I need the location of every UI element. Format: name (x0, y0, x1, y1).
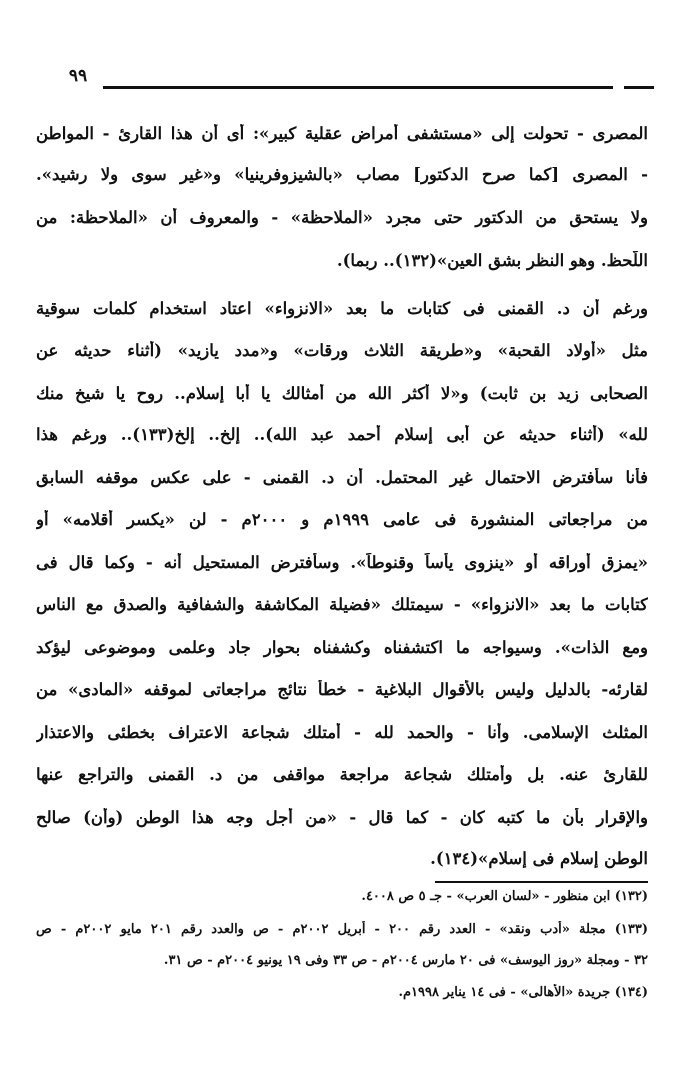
text-line: لقارئه- بالدليل وليس بالأقوال البلاغية - خطأ نتائج مراجعاتى لموقفه «المادى» من (36, 680, 648, 699)
text-line: من مراجعاتى المنشورة فى عامى ١٩٩٩م و ٢٠٠٠م - لن «يكسر أقلامه» أو (36, 510, 648, 529)
text-line: فأنا سأفترض الاحتمال غير المحتمل. أن د. القمنى - على عكس موقفه السابق (36, 468, 648, 487)
text-line: ومع الذات». وسيواجه ما اكتشفناه وكشفناه بحوار جاد وعلمى وموضوعى ليؤكد (36, 638, 648, 657)
header-rule (103, 86, 613, 89)
text-line: للقارئ عنه. بل وأمتلك شجاعة مراجعة مواقفى من د. القمنى والتراجع عنها (36, 765, 648, 784)
footnote: (١٣٣) مجلة «أدب ونقد» - العدد رقم ٢٠٠ - أبريل ٢٠٠٢م - ص والعدد رقم ٢٠١ مايو ٢٠٠٢م - ص (36, 922, 648, 937)
footnote-separator (435, 881, 648, 883)
text-line: الوطن إسلام فى إسلام»(١٣٤). (430, 849, 648, 868)
footnote: (١٣٤) جريدة «الأهالى» - فى ١٤ يناير ١٩٩٨م. (398, 985, 648, 1000)
text-line: المصرى - تحولت إلى «مستشفى أمراض عقلية كبير»: أى أن هذا القارئ - المواطن (36, 124, 648, 143)
header-rule (624, 86, 654, 89)
text-line: والإقرار بأن ما كتبه كان - كما قال - «من أجل وجه هذا الوطن (وأن) صالح (36, 808, 648, 827)
text-line: - المصرى [كما صرح الدكتور] مصاب «بالشيزوفرينيا» و«غير سوى ولا رشيد». (36, 165, 648, 184)
text-line: ولا يستحق من الدكتور حتى مجرد «الملاحظة» - والمعروف أن «الملاحظة: من (36, 208, 648, 227)
footnote: ٣٢ - ومجلة «روز اليوسف» فى ٢٠ مارس ٢٠٠٤م - ص ٣٣ وفى ١٩ يونيو ٢٠٠٤م - ص ٣١. (163, 953, 648, 968)
text-line: «يمزق أوراقه أو «ينزوى يأساً وقنوطاً». وسأفترض المستحيل أنه - وكما قال فى (36, 553, 648, 572)
text-line: المثلث الإسلامى. وأنا - والحمد لله - أمتلك شجاعة الاعتراف بخطئى والاعتذار (36, 723, 648, 742)
text-line: اللّحظ. وهو النظر بشق العين»(١٣٢).. ربما). (336, 251, 648, 270)
text-line: كتابات ما بعد «الانزواء» - سيمتلك «فضيلة المكاشفة والشفافية والصدق مع الناس (36, 595, 648, 614)
page-number: ٩٩ (68, 66, 88, 86)
text-line: ورغم أن د. القمنى فى كتابات ما بعد «الانزواء» اعتاد استخدام كلمات سوقية (36, 299, 648, 318)
text-line: مثل «أولاد القحبة» و«طريقة الثلاث ورقات» و«مدد يازيد» (أثناء حديثه عن (36, 341, 648, 360)
text-line: لله» (أثناء حديثه عن أبى إسلام أحمد عبد الله).. إلخ.. إلخ(١٣٣).. ورغم هذا (36, 425, 648, 444)
footnote: (١٣٢) ابن منظور - «لسان العرب» - جـ ٥ ص ٤٠٠٨. (361, 889, 648, 904)
text-line: الصحابى زيد بن ثابت) و«لا أكثر الله من أمثالك يا أبا إسلام.. روح يا شيخ منك (36, 384, 648, 403)
